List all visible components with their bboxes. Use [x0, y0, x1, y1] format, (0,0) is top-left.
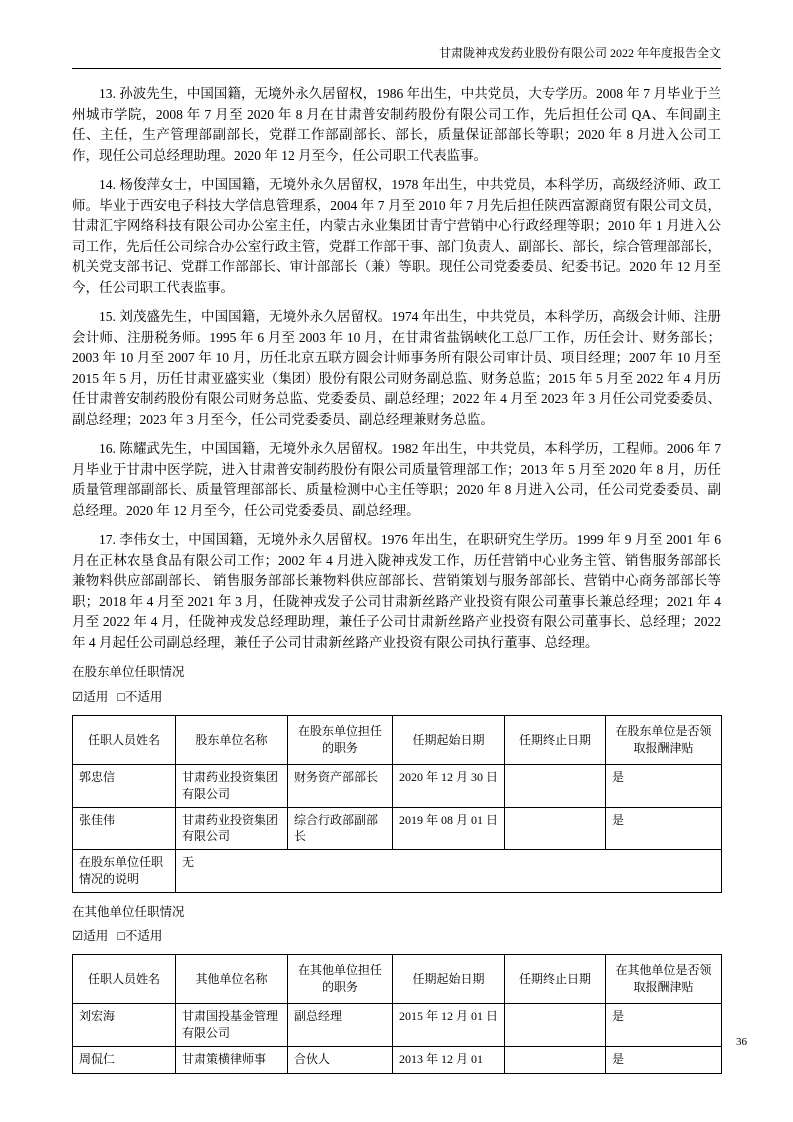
bio-paragraph-17: 17. 李伟女士，中国国籍，无境外永久居留权。1976 年出生，在职研究生学历。1999 年 9 月至 2001 年 6 月在正林农垦食品有限公司工作；2002 年 4 月进入陇神戎发工作，历任营销中心业务主管、销售服务部部长兼物料供应部副部长、 销售服务部部长兼物料供应部部长、营销策划与服务部部长、营销中心商务部部长等职；2018 年 4 月至 2021 年 3 月，任陇神戎发子公司甘肃新丝路产业投资有限公司董事长兼总经理；2021 年 4 月至 2022 年 4 月，任陇神戎发总经理助理，兼任子公司甘肃新丝路产业投资有限公司董事长、总经理；2022 年 4 月起任公司副总经理，兼任子公司甘肃新丝路产业投资有限公司执行董事、总经理。 — [72, 532, 721, 650]
applicable-checkbox: ☑适用 — [72, 690, 109, 705]
col-header-remuneration: 在其他单位是否领取报酬津贴 — [606, 955, 722, 1004]
table-header-row — [73, 955, 722, 1004]
col-header-person-name: 任职人员姓名 — [73, 955, 176, 1004]
cell-person-name: 周侃仁 — [73, 1046, 176, 1073]
report-title: 甘肃陇神戎发药业股份有限公司 2022 年年度报告全文 — [438, 46, 721, 60]
cell-person-name: 张佳伟 — [73, 807, 176, 850]
cell-position: 副总经理 — [288, 1004, 393, 1047]
table-row — [73, 1004, 722, 1047]
shareholder-positions-table — [72, 715, 722, 893]
col-header-start-date: 任期起始日期 — [393, 715, 505, 764]
cell-unit-name: 甘肃策横律师事 — [176, 1046, 288, 1073]
col-header-remuneration: 在股东单位是否领取报酬津贴 — [606, 715, 722, 764]
cell-position: 综合行政部副部长 — [288, 807, 393, 850]
bio-paragraph-14: 14. 杨俊萍女士，中国国籍，无境外永久居留权，1978 年出生，中共党员，本科学历，高级经济师、政工师。毕业于西安电子科技大学信息管理系，2004 年 7 月至 2010 年 7 月先后担任陕西富源商贸有限公司文员，甘肃汇宇网络科技有限公司办公室主任，内蒙古永业集团甘青宁营销中心行政经理等职；2010 年 1 月进入公司工作，先后任公司综合办公室行政主管，党群工作部干事、部门负责人、副部长、部长，综合管理部部长，机关党支部书记、党群工作部部长、审计部部长（兼）等职。现任公司党委委员、纪委书记。2020 年 12 月至今，任公司职工代表监事。 — [72, 177, 721, 295]
section-title-shareholder-positions: 在股东单位任职情况 — [72, 665, 185, 680]
page-number: 36 — [736, 1036, 747, 1048]
col-header-person-name: 任职人员姓名 — [73, 715, 176, 764]
table-header-row — [73, 715, 722, 764]
cell-person-name: 郭忠信 — [73, 764, 176, 807]
col-header-end-date: 任期终止日期 — [505, 715, 606, 764]
cell-end-date — [505, 1046, 606, 1073]
cell-remuneration: 是 — [606, 1046, 722, 1073]
note-label-cell: 在股东单位任职情况的说明 — [73, 850, 176, 893]
cell-remuneration: 是 — [606, 764, 722, 807]
page-header — [72, 45, 721, 69]
not-applicable-checkbox: □不适用 — [117, 690, 163, 705]
col-header-unit-name: 股东单位名称 — [176, 715, 288, 764]
col-header-start-date: 任期起始日期 — [393, 955, 505, 1004]
cell-position: 合伙人 — [288, 1046, 393, 1073]
table-row — [73, 764, 722, 807]
other-positions-table — [72, 954, 722, 1074]
cell-remuneration: 是 — [606, 1004, 722, 1047]
cell-start-date: 2020 年 12 月 30 日 — [393, 764, 505, 807]
section-title-other-positions: 在其他单位任职情况 — [72, 904, 185, 919]
cell-remuneration: 是 — [606, 807, 722, 850]
body-text — [72, 84, 721, 1074]
cell-start-date: 2015 年 12 月 01 日 — [393, 1004, 505, 1047]
cell-end-date — [505, 807, 606, 850]
other-applicability-line — [72, 927, 721, 946]
applicable-checkbox: ☑适用 — [72, 929, 109, 944]
bio-paragraph-15: 15. 刘茂盛先生，中国国籍，无境外永久居留权。1974 年出生，中共党员，本科学历，高级会计师、注册会计师、注册税务师。1995 年 6 月至 2003 年 10 月，在甘肃省盐锅峡化工总厂工作，历任会计、财务部长；2003 年 10 月至 2007 年 10 月，历任北京五联方圆会计师事务所有限公司审计员、项目经理；2007 年 10 月至 2015 年 5 月，历任甘肃亚盛实业（集团）股份有限公司财务副总监、财务总监；2015 年 5 月至 2022 年 4 月历任甘肃普安制药股份有限公司财务总监、党委委员、副总经理；2022 年 4 月至 2023 年 3 月任公司党委委员、副总经理；2023 年 3 月至今，任公司党委委员、副总经理兼财务总监。 — [72, 309, 721, 427]
col-header-position: 在股东单位担任的职务 — [288, 715, 393, 764]
col-header-unit-name: 其他单位名称 — [176, 955, 288, 1004]
table-row — [73, 1046, 722, 1073]
table-row — [73, 807, 722, 850]
col-header-end-date: 任期终止日期 — [505, 955, 606, 1004]
cell-end-date — [505, 1004, 606, 1047]
col-header-position: 在其他单位担任的职务 — [288, 955, 393, 1004]
table-note-row — [73, 850, 722, 893]
bio-paragraph-13: 13. 孙波先生，中国国籍，无境外永久居留权，1986 年出生，中共党员，大专学历。2008 年 7 月毕业于兰州城市学院，2008 年 7 月至 2020 年 8 月在甘肃普安制药股份有限公司工作，先后担任公司 QA、车间副主任、主任，生产管理部副部长，党群工作部副部长、部长，质量保证部部长等职；2020 年 8 月进入公司工作，现任公司总经理助理。2020 年 12 月至今，任公司职工代表监事。 — [72, 86, 721, 163]
cell-unit-name: 甘肃药业投资集团有限公司 — [176, 807, 288, 850]
shareholder-applicability-line — [72, 688, 721, 707]
cell-position: 财务资产部部长 — [288, 764, 393, 807]
cell-person-name: 刘宏海 — [73, 1004, 176, 1047]
cell-unit-name: 甘肃国投基金管理有限公司 — [176, 1004, 288, 1047]
not-applicable-checkbox: □不适用 — [117, 929, 163, 944]
cell-unit-name: 甘肃药业投资集团有限公司 — [176, 764, 288, 807]
cell-start-date: 2013 年 12 月 01 — [393, 1046, 505, 1073]
cell-end-date — [505, 764, 606, 807]
bio-paragraph-16: 16. 陈耀武先生，中国国籍，无境外永久居留权。1982 年出生，中共党员，本科学历，工程师。2006 年 7 月毕业于甘肃中医学院，进入甘肃普安制药股份有限公司质量管理部工作；2013 年 5 月至 2020 年 8 月，历任质量管理部副部长、质量管理部部长、质量检测中心主任等职；2020 年 8 月进入公司，任公司党委委员、副总经理。2020 年 12 月至今，任公司党委委员、副总经理。 — [72, 441, 721, 518]
cell-start-date: 2019 年 08 月 01 日 — [393, 807, 505, 850]
note-value-cell: 无 — [176, 850, 722, 893]
